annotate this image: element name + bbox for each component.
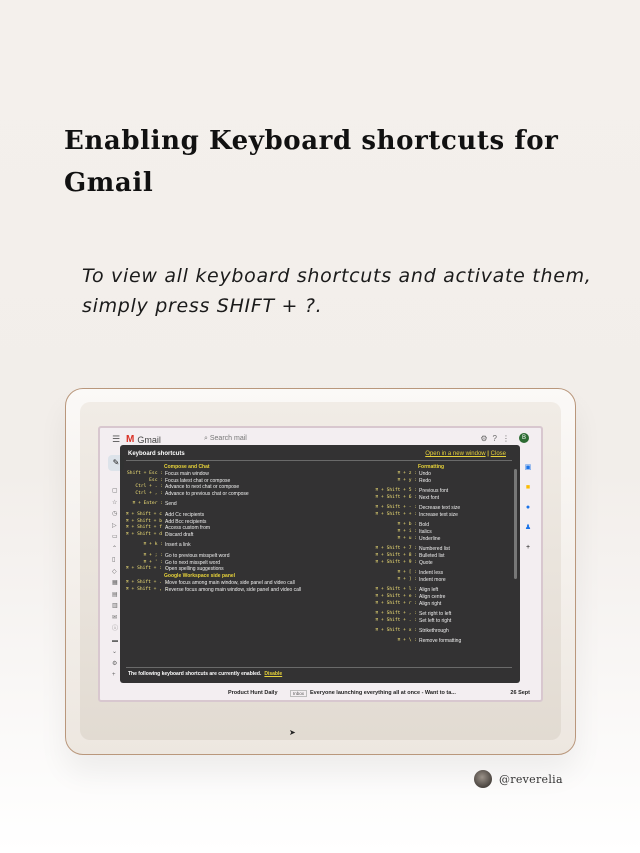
shortcut-description: Focus main window	[165, 470, 209, 477]
shortcut-description: Quote	[419, 559, 433, 566]
section-title: Compose and Chat	[164, 464, 210, 470]
shortcut-key: Esc :	[149, 477, 163, 483]
plus-icon[interactable]: +	[112, 672, 116, 678]
shortcut-description: Underline	[419, 535, 441, 542]
mouse-cursor-icon: ➤	[289, 728, 296, 737]
label-icon[interactable]: ▯	[112, 557, 116, 563]
shortcut-key: ⌘ + Enter :	[132, 501, 163, 507]
calendar-icon[interactable]: ▦	[112, 580, 118, 586]
gmail-m-icon: M	[126, 434, 135, 445]
shortcut-row	[370, 638, 520, 645]
contacts-icon[interactable]: ♟	[524, 524, 532, 531]
side-panel-icons	[523, 458, 533, 558]
email-date: 26 Sept	[510, 690, 530, 696]
shortcut-key: ⌘ + y :	[397, 477, 417, 483]
shortcut-row	[126, 542, 366, 549]
shortcut-row	[126, 566, 366, 573]
shortcut-key: Shift + Esc :	[127, 470, 163, 476]
link-separator: |	[487, 451, 489, 457]
footer-divider	[126, 667, 512, 668]
shortcut-key: ⌘ + Shift + c :	[126, 511, 168, 517]
shortcut-description: Redo	[419, 477, 431, 484]
shortcut-key: ⌘ + ] :	[397, 576, 417, 582]
dialog-footer	[128, 671, 282, 678]
folder-icon[interactable]: ▥	[112, 603, 118, 609]
add-app-icon[interactable]: +	[525, 544, 531, 551]
trash-icon[interactable]: ▬	[112, 637, 118, 644]
shortcut-row	[370, 471, 520, 478]
shortcut-description: Insert a link	[165, 542, 191, 549]
shortcut-description: Indent less	[419, 569, 444, 576]
close-link[interactable]: Close	[490, 451, 506, 457]
search-placeholder: Search mail	[209, 435, 247, 442]
shortcut-row	[126, 491, 366, 498]
shortcut-row	[370, 587, 520, 594]
shortcut-description: Discard draft	[165, 532, 194, 539]
shortcut-row	[370, 512, 520, 519]
shortcut-row	[370, 488, 520, 495]
footer-text: The following keyboard shortcuts are currently enabled.	[128, 671, 262, 677]
inbox-badge: Inbox	[290, 690, 307, 697]
shortcut-description: Reverse focus among main window, side panel and video call	[165, 586, 302, 593]
shortcut-key: ⌘ + \ :	[397, 638, 417, 644]
shortcut-row	[370, 560, 520, 567]
calendar-app-icon[interactable]: ▣	[524, 464, 532, 471]
open-new-window-link[interactable]: Open in a new window	[425, 451, 486, 457]
shortcut-description: Send	[165, 501, 177, 508]
clock-icon[interactable]: ◷	[112, 511, 118, 517]
shortcut-key: ⌘ + z :	[397, 470, 417, 476]
right-shortcut-column	[370, 464, 520, 645]
search-input[interactable]	[204, 435, 247, 443]
shortcut-key: ⌘ + Shift + 6 :	[375, 494, 417, 500]
shortcut-row	[370, 628, 520, 635]
shortcut-key: ⌘ + Shift + 7 :	[375, 545, 417, 551]
shortcut-description: Previous font	[419, 487, 449, 494]
dialog-scrollbar[interactable]	[514, 469, 517, 579]
shortcut-description: Align right	[419, 600, 442, 607]
shortcut-row	[370, 601, 520, 608]
shortcut-key: ⌘ + k :	[143, 542, 163, 548]
shortcut-description: Set right to left	[419, 610, 452, 617]
shortcut-row	[370, 478, 520, 485]
email-row[interactable]	[210, 686, 530, 700]
tasks-icon[interactable]: ●	[525, 504, 531, 511]
email-sender: Product Hunt Daily	[228, 690, 278, 696]
shortcut-key: ⌘ + u :	[397, 535, 417, 541]
info-icon[interactable]: ⓘ	[112, 626, 119, 632]
mail-icon[interactable]: ✉	[112, 614, 118, 621]
inbox-icon[interactable]: ▢	[112, 488, 118, 494]
shortcut-description: Increase text size	[419, 511, 458, 518]
author-credit	[474, 770, 563, 788]
shortcut-key: ⌘ + Shift + b :	[126, 518, 168, 524]
shortcut-key: ⌘ + Shift + , :	[126, 586, 168, 592]
email-subject: Everyone launching everything all at once - Want to ta...	[310, 690, 456, 696]
shortcut-description: Add Cc recipients	[165, 511, 205, 518]
top-icons	[480, 434, 515, 443]
shortcut-key: ⌘ + i :	[397, 528, 417, 534]
dialog-links	[425, 451, 506, 458]
shortcut-description: Go to next misspelt word	[165, 559, 221, 566]
keyboard-shortcuts-dialog	[120, 445, 520, 683]
filter-icon[interactable]: ⚙	[480, 434, 493, 443]
shortcut-description: Move focus among main window, side panel and video call	[165, 579, 295, 586]
gmail-screen	[98, 426, 543, 702]
shortcut-row	[370, 546, 520, 553]
shortcut-row	[370, 522, 520, 529]
shortcut-key: ⌘ + ' :	[143, 559, 163, 565]
shortcut-row	[126, 512, 366, 519]
shortcut-key: ⌘ + Shift + , :	[375, 610, 417, 616]
shortcut-key: ⌘ + [ :	[397, 569, 417, 575]
shortcut-key: Ctrl + . :	[135, 484, 163, 490]
shortcut-key: ⌘ + Shift + r :	[375, 600, 417, 606]
shortcut-row	[370, 505, 520, 512]
chevron-down-icon[interactable]: ⌄	[112, 649, 118, 655]
shortcut-row	[126, 532, 366, 539]
shortcut-row	[370, 577, 520, 584]
expand-icon[interactable]: ⌃	[112, 545, 118, 552]
shortcut-row	[126, 587, 366, 594]
author-handle: @reverelia	[499, 772, 563, 786]
shortcut-key: ⌘ + Shift + . :	[375, 617, 417, 623]
shortcut-row	[126, 553, 366, 560]
keep-icon[interactable]: ■	[525, 484, 531, 491]
send-icon[interactable]: ▷	[112, 522, 117, 529]
page-title: Enabling Keyboard shortcuts for Gmail	[64, 126, 559, 198]
shortcut-key: ⌘ + b :	[397, 522, 417, 528]
shortcut-description: Advance to next chat or compose	[165, 484, 240, 491]
shortcut-key: ⌘ + Shift + - :	[375, 504, 417, 510]
shortcut-description: Next font	[419, 494, 440, 501]
dialog-heading: Keyboard shortcuts	[128, 451, 185, 457]
shortcut-description: Remove formatting	[419, 638, 462, 645]
shortcut-row	[370, 536, 520, 543]
page-subtitle: To view all keyboard shortcuts and activate them, simply press SHIFT + ?.	[82, 265, 592, 317]
gmail-logo[interactable]	[126, 434, 161, 445]
shortcut-key: ⌘ + Shift + x :	[375, 627, 417, 633]
compose-icon[interactable]: ✎	[108, 455, 124, 471]
shortcut-row	[370, 594, 520, 601]
settings-icon[interactable]: ⚙	[112, 660, 118, 667]
disable-link[interactable]: Disable	[264, 671, 283, 677]
shortcut-description: Decrease text size	[419, 504, 461, 511]
shortcut-description: Bulleted list	[419, 552, 445, 559]
shortcut-row	[126, 501, 366, 508]
shortcut-description: Align left	[419, 586, 439, 593]
shortcut-description: Go to previous misspelt word	[165, 552, 230, 559]
left-shortcut-column	[126, 464, 366, 594]
shortcut-description: Numbered list	[419, 545, 450, 552]
shortcut-key: ⌘ + Shift + 8 :	[375, 552, 417, 558]
shortcut-description: Undo	[419, 470, 431, 477]
header-divider	[126, 460, 512, 461]
apps-icon[interactable]: ⋮	[502, 434, 515, 443]
shortcut-key: ⌘ + Shift + f :	[126, 525, 168, 531]
shortcut-key: ⌘ + Shift + e :	[375, 593, 417, 599]
shortcut-key: ⌘ + Shift + . :	[126, 579, 168, 585]
shortcut-row	[370, 618, 520, 625]
search-icon: ⌕	[204, 435, 210, 442]
shortcut-description: Italics	[419, 528, 432, 535]
author-avatar	[474, 770, 492, 788]
shortcut-row	[126, 580, 366, 587]
gmail-logo-text: Gmail	[137, 434, 161, 445]
shortcut-description: Advance to previous chat or compose	[165, 491, 249, 498]
shortcut-key: ⌘ + Shift + l :	[375, 586, 417, 592]
shortcut-key: ⌘ + Shift + d :	[126, 532, 168, 538]
shortcut-description: Indent more	[419, 576, 446, 583]
shortcut-description: Align centre	[419, 593, 446, 600]
shortcut-description: Bold	[419, 522, 430, 529]
shortcut-row	[370, 553, 520, 560]
help-icon[interactable]: ?	[492, 434, 502, 443]
chat-icon[interactable]: ▤	[112, 591, 118, 598]
shortcut-row	[370, 611, 520, 618]
draft-icon[interactable]: ▭	[112, 534, 118, 540]
shortcut-row	[370, 570, 520, 577]
tag-icon[interactable]: ◇	[112, 568, 117, 575]
section-title: Formatting	[418, 464, 445, 470]
account-avatar[interactable]: B	[519, 433, 529, 443]
shortcut-key: ⌘ + Shift + : :	[126, 566, 168, 572]
shortcut-description: Add Bcc recipients	[165, 518, 207, 525]
shortcut-row	[370, 495, 520, 502]
shortcut-description: Strikethrough	[419, 627, 449, 634]
shortcut-key: ⌘ + Shift + 5 :	[375, 487, 417, 493]
shortcut-key: ⌘ + Shift + 9 :	[375, 559, 417, 565]
shortcut-description: Access custom from	[165, 525, 211, 532]
shortcut-description: Open spelling suggestions	[165, 566, 224, 573]
star-icon[interactable]: ☆	[112, 499, 118, 506]
shortcut-description: Focus latest chat or compose	[165, 477, 231, 484]
shortcut-description: Set left to right	[419, 617, 452, 624]
shortcut-key: ⌘ + Shift + + :	[375, 511, 417, 517]
section-title: Google Workspace side panel	[164, 573, 236, 580]
shortcut-row	[126, 471, 366, 478]
shortcut-key: ⌘ + ; :	[143, 552, 163, 558]
menu-icon[interactable]: ☰	[112, 434, 121, 444]
shortcut-row	[370, 529, 520, 536]
shortcut-key: Ctrl + , :	[135, 491, 163, 497]
